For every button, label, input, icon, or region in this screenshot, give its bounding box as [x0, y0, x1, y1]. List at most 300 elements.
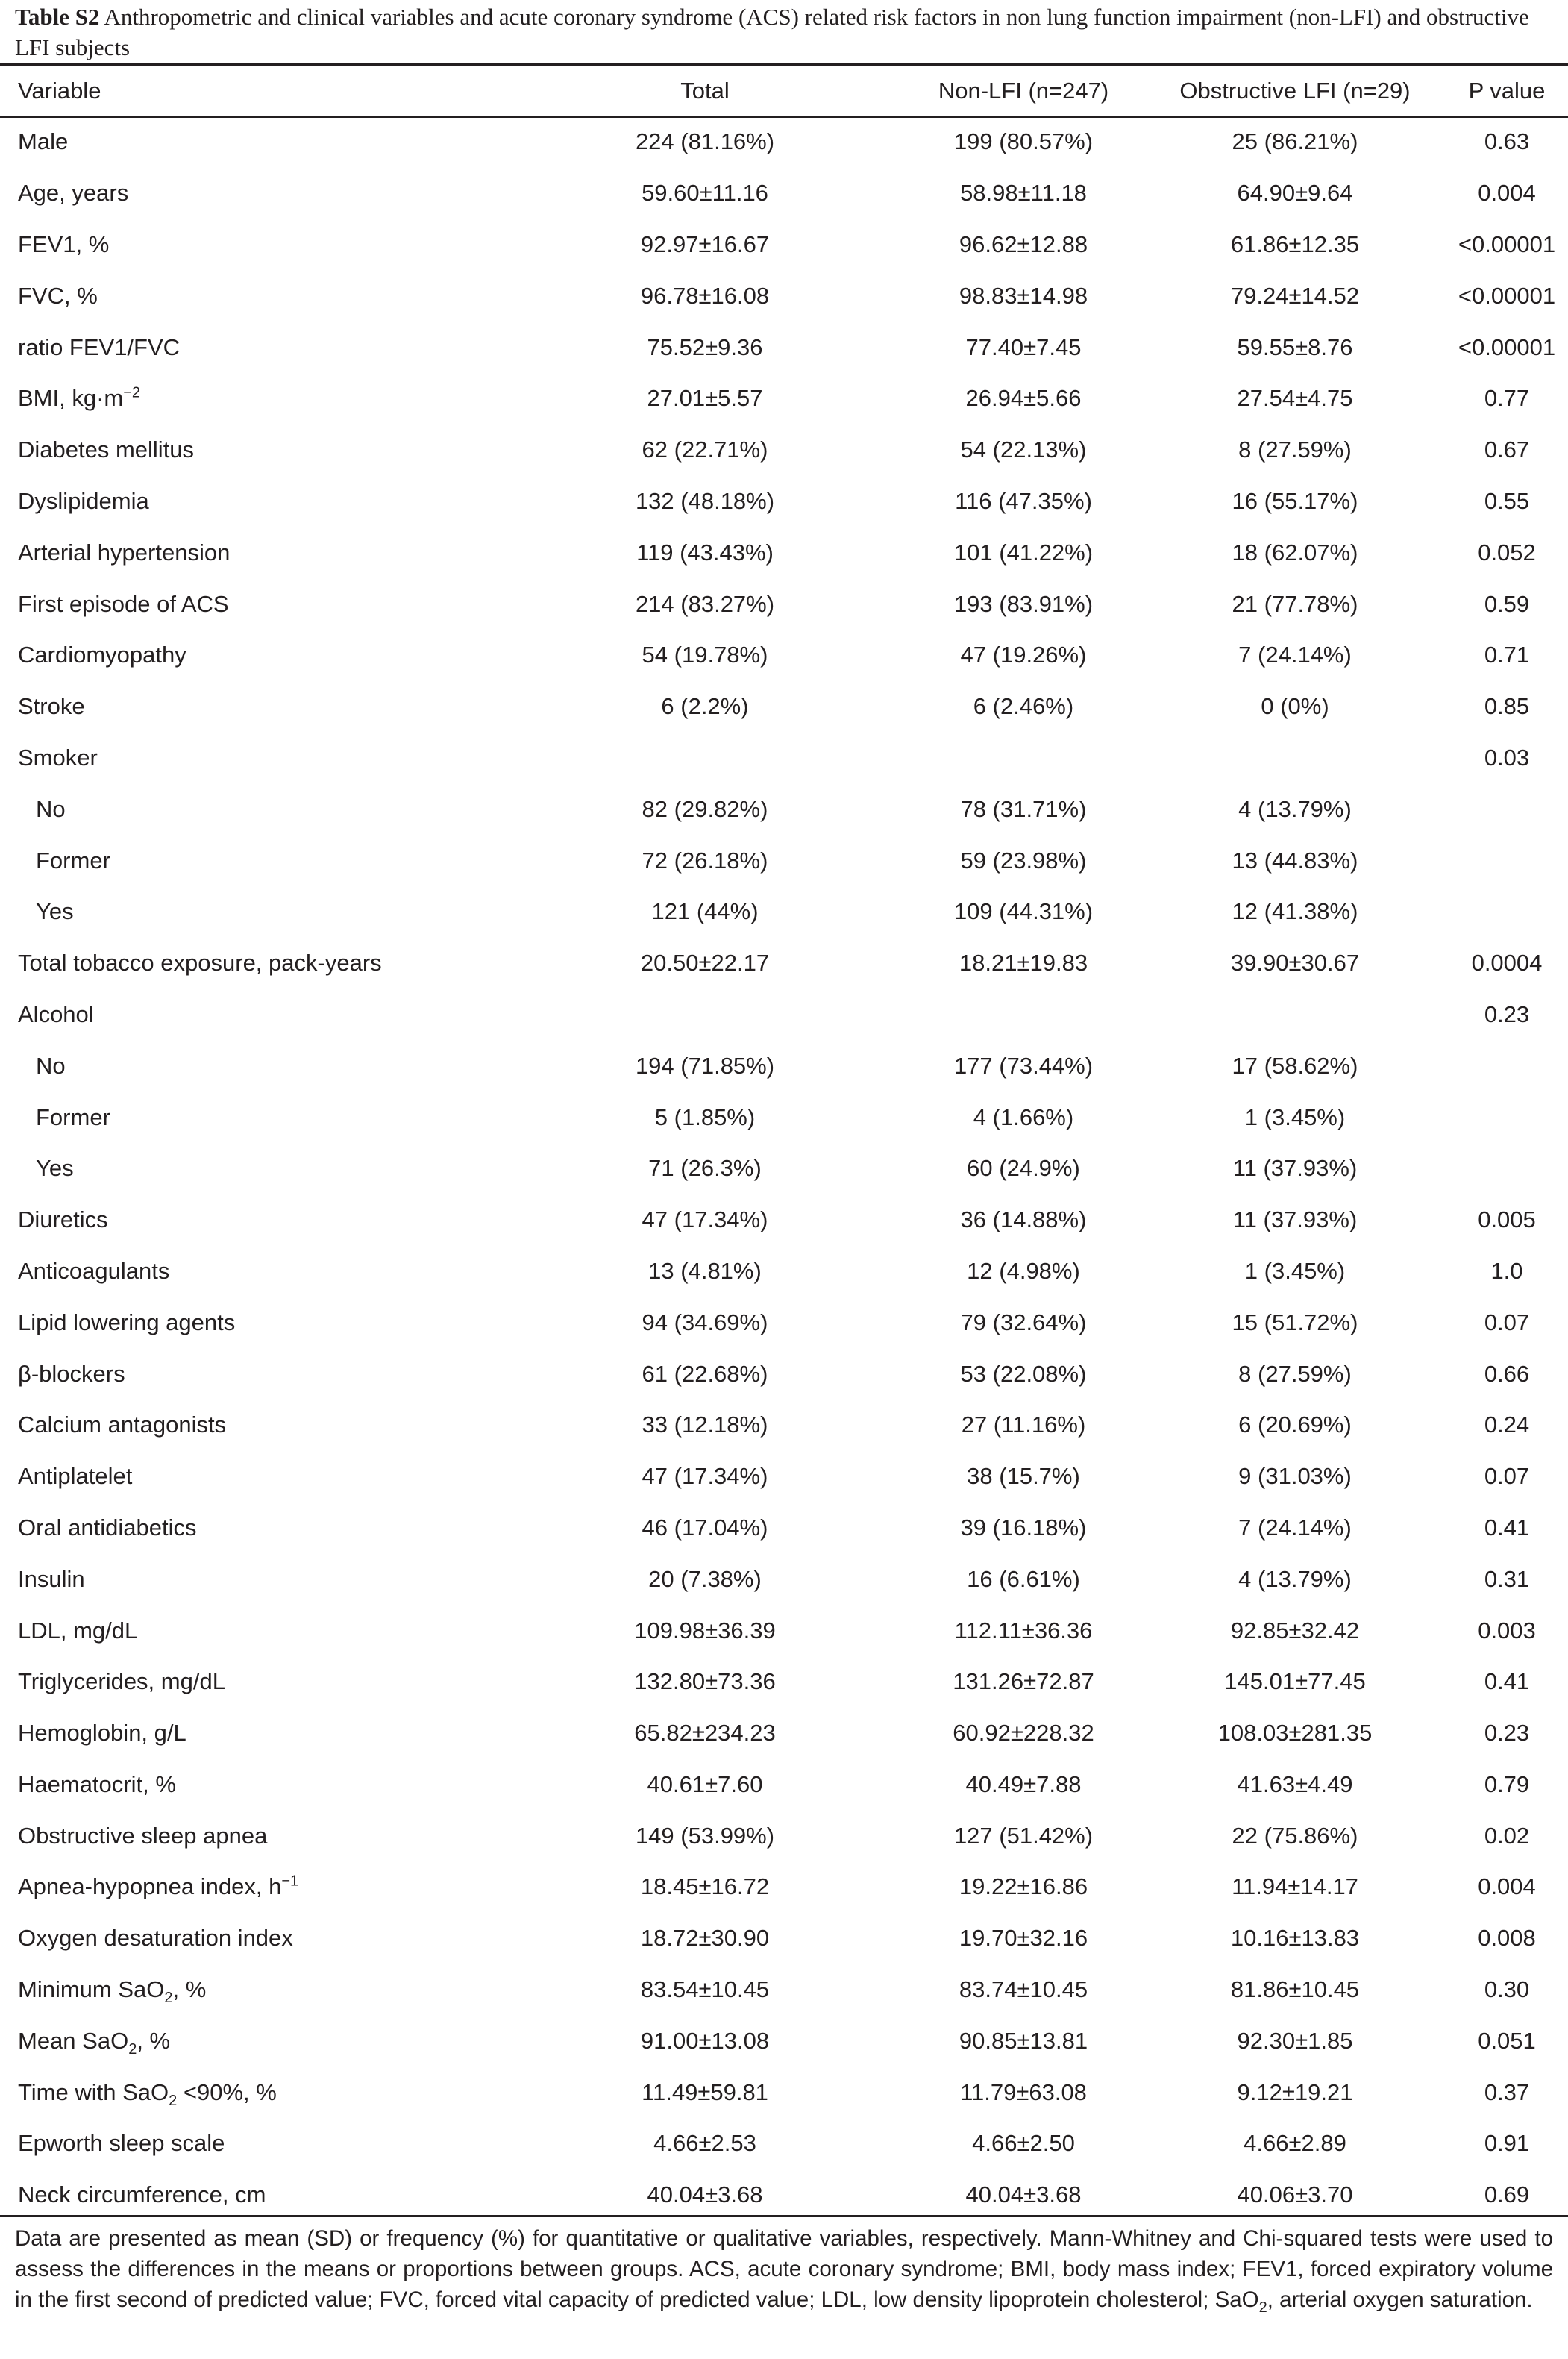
- cell-total: 132.80±73.36: [634, 1668, 776, 1695]
- table-row: [0, 2067, 1568, 2118]
- cell-total: 92.97±16.67: [640, 231, 770, 257]
- cell-p-value: 0.63: [1484, 128, 1530, 155]
- table-caption: [15, 1, 1559, 63]
- cell-obstructive-lfi: 16 (55.17%): [1232, 487, 1358, 514]
- cell-variable: [0, 425, 418, 476]
- table-row: [0, 1553, 1568, 1605]
- cell-p-value: 0.41: [1484, 1514, 1530, 1541]
- cell-obstructive-lfi: 81.86±10.45: [1230, 1976, 1360, 2003]
- variable-pre: Minimum SaO: [18, 1976, 165, 2003]
- cell-p-value: 0.0004: [1471, 950, 1543, 977]
- cell-obstructive-lfi: 0 (0%): [1261, 693, 1329, 720]
- variable-pre: Anticoagulants: [18, 1257, 170, 1284]
- cell-non-lfi: 78 (31.71%): [960, 795, 1087, 822]
- cell-total: 132 (48.18%): [635, 487, 775, 514]
- variable-pre: Haematocrit, %: [18, 1770, 176, 1797]
- cell-variable: [0, 527, 418, 578]
- cell-obstructive-lfi: 22 (75.86%): [1232, 1822, 1358, 1849]
- column-header-total: Total: [680, 78, 730, 104]
- cell-non-lfi: 38 (15.7%): [967, 1463, 1080, 1490]
- cell-obstructive-lfi: 1 (3.45%): [1244, 1103, 1346, 1130]
- cell-variable: [0, 681, 418, 733]
- cell-p-value: 1.0: [1490, 1257, 1523, 1284]
- cell-variable: [0, 1348, 418, 1400]
- cell-obstructive-lfi: 11.94±14.17: [1232, 1873, 1358, 1900]
- table-row: [0, 1297, 1568, 1348]
- cell-variable: [0, 1400, 418, 1451]
- cell-total: 13 (4.81%): [648, 1257, 762, 1284]
- cell-p-value: 0.59: [1484, 590, 1530, 617]
- cell-obstructive-lfi: 8 (27.59%): [1238, 1360, 1352, 1387]
- cell-non-lfi: 39 (16.18%): [960, 1514, 1087, 1541]
- variable-pre: No: [36, 1052, 66, 1079]
- cell-total: 20.50±22.17: [640, 950, 770, 977]
- cell-non-lfi: 199 (80.57%): [953, 128, 1094, 155]
- cell-p-value: 0.79: [1484, 1770, 1530, 1797]
- variable-pre: Former: [36, 847, 110, 874]
- cell-p-value: 0.69: [1484, 2181, 1530, 2208]
- cell-total: 47 (17.34%): [642, 1206, 768, 1233]
- cell-obstructive-lfi: 12 (41.38%): [1232, 898, 1358, 925]
- cell-non-lfi: 11.79±63.08: [960, 2078, 1087, 2105]
- cell-p-value: [1446, 1040, 1568, 1091]
- cell-total: 40.61±7.60: [647, 1770, 763, 1797]
- cell-obstructive-lfi: 92.85±32.42: [1230, 1617, 1360, 1644]
- cell-p-value: 0.07: [1484, 1463, 1530, 1490]
- table-row: [0, 1708, 1568, 1759]
- cell-total: [418, 733, 903, 784]
- variable-pre: Cardiomyopathy: [18, 642, 186, 668]
- cell-p-value: [1446, 835, 1568, 886]
- cell-total: 33 (12.18%): [642, 1412, 768, 1438]
- cell-obstructive-lfi: 108.03±281.35: [1217, 1720, 1373, 1746]
- cell-variable: [0, 938, 418, 989]
- cell-obstructive-lfi: 41.63±4.49: [1237, 1770, 1353, 1797]
- cell-variable: [0, 476, 418, 527]
- table-row: [0, 476, 1568, 527]
- cell-obstructive-lfi: 59.55±8.76: [1237, 333, 1353, 360]
- table-row: [0, 938, 1568, 989]
- variable-pre: Epworth sleep scale: [18, 2130, 225, 2157]
- cell-variable: [0, 1246, 418, 1297]
- cell-non-lfi: 79 (32.64%): [960, 1309, 1087, 1335]
- variable-pre: FVC, %: [18, 282, 98, 309]
- cell-obstructive-lfi: 61.86±12.35: [1230, 231, 1360, 257]
- table-row: [0, 1143, 1568, 1194]
- cell-total: 62 (22.71%): [642, 436, 768, 463]
- footnote-text-end: , arterial oxygen saturation.: [1267, 2287, 1533, 2312]
- variable-pre: Diabetes mellitus: [18, 436, 195, 463]
- cell-p-value: 0.71: [1484, 642, 1530, 668]
- cell-variable: [0, 1913, 418, 1964]
- cell-obstructive-lfi: 9.12±19.21: [1237, 2078, 1353, 2105]
- table-row: [0, 1503, 1568, 1554]
- cell-total: 6 (2.2%): [661, 693, 749, 720]
- cell-variable: [0, 886, 418, 938]
- cell-obstructive-lfi: 17 (58.62%): [1232, 1052, 1358, 1079]
- variable-sub: 2: [128, 2041, 137, 2058]
- cell-variable: [0, 219, 418, 271]
- footnote-text: Data are presented as mean (SD) or frequency (%) for quantitative or qualitative variables, respectively. Mann-Whitney and Chi-squared tests were used to assess the differences in the means or proportions between groups. ACS, acute coronary syndrome; BMI, body mass index; FEV1, forced expiratory volume in the first second of predicted value; FVC, forced vital capacity of predicted value; LDL, low density lipoprotein cholesterol; SaO: [15, 2226, 1553, 2312]
- table-row: [0, 630, 1568, 681]
- cell-non-lfi: 18.21±19.83: [959, 950, 1088, 977]
- variable-post: , %: [137, 2027, 171, 2054]
- table-row: [0, 116, 1568, 168]
- variable-pre: Obstructive sleep apnea: [18, 1822, 268, 1849]
- table-footnote: [15, 2223, 1553, 2315]
- cell-total: 94 (34.69%): [642, 1309, 768, 1335]
- cell-total: 214 (83.27%): [635, 590, 775, 617]
- cell-p-value: 0.07: [1484, 1309, 1530, 1335]
- cell-obstructive-lfi: 25 (86.21%): [1232, 128, 1358, 155]
- cell-non-lfi: 53 (22.08%): [960, 1360, 1087, 1387]
- cell-non-lfi: 131.26±72.87: [953, 1668, 1094, 1695]
- variable-pre: BMI, kg·m: [18, 385, 124, 412]
- cell-variable: [0, 322, 418, 373]
- variable-pre: First episode of ACS: [18, 590, 229, 617]
- cell-variable: [0, 1194, 418, 1246]
- cell-p-value: 0.003: [1478, 1617, 1536, 1644]
- cell-total: 194 (71.85%): [635, 1052, 775, 1079]
- cell-variable: [0, 1503, 418, 1554]
- cell-variable: [0, 1861, 418, 1913]
- cell-non-lfi: 177 (73.44%): [953, 1052, 1094, 1079]
- cell-non-lfi: 112.11±36.36: [954, 1617, 1093, 1644]
- header-row: [0, 66, 1568, 116]
- cell-obstructive-lfi: 4 (13.79%): [1238, 795, 1352, 822]
- cell-total: 91.00±13.08: [640, 2027, 770, 2054]
- table-row: [0, 1913, 1568, 1964]
- cell-non-lfi: 96.62±12.88: [959, 231, 1088, 257]
- cell-non-lfi: 193 (83.91%): [953, 590, 1094, 617]
- table-row: [0, 989, 1568, 1041]
- caption-text: Anthropometric and clinical variables and acute coronary syndrome (ACS) related risk factors in non lung function impairment (non-LFI) and obstructive LFI subjects: [15, 4, 1529, 60]
- table-row: [0, 219, 1568, 271]
- table-row: [0, 2170, 1568, 2221]
- table-row: [0, 527, 1568, 578]
- table-row: [0, 578, 1568, 630]
- cell-total: 121 (44%): [651, 898, 759, 925]
- cell-non-lfi: 83.74±10.45: [959, 1976, 1088, 2003]
- cell-variable: [0, 270, 418, 322]
- variable-pre: Yes: [36, 898, 74, 925]
- cell-non-lfi: [903, 989, 1144, 1041]
- cell-non-lfi: 116 (47.35%): [955, 487, 1092, 514]
- cell-obstructive-lfi: 64.90±9.64: [1237, 180, 1353, 207]
- cell-non-lfi: 77.40±7.45: [965, 333, 1082, 360]
- variable-pre: β-blockers: [18, 1360, 125, 1387]
- variable-pre: Total tobacco exposure, pack-years: [18, 950, 382, 977]
- table-row: [0, 1810, 1568, 1861]
- variable-pre: Stroke: [18, 693, 85, 720]
- cell-p-value: [1446, 1143, 1568, 1194]
- cell-p-value: 0.24: [1484, 1412, 1530, 1438]
- cell-variable: [0, 168, 418, 219]
- cell-obstructive-lfi: 39.90±30.67: [1230, 950, 1360, 977]
- variable-pre: Insulin: [18, 1565, 85, 1592]
- table-row: [0, 1451, 1568, 1503]
- table-row: [0, 2118, 1568, 2170]
- cell-total: 47 (17.34%): [642, 1463, 768, 1490]
- variable-pre: LDL, mg/dL: [18, 1617, 138, 1644]
- variable-pre: Oxygen desaturation index: [18, 1925, 293, 1952]
- data-table: [0, 66, 1568, 2221]
- table-row: [0, 1091, 1568, 1143]
- variable-pre: Dyslipidemia: [18, 487, 149, 514]
- cell-total: 20 (7.38%): [648, 1565, 762, 1592]
- table-row: [0, 2015, 1568, 2067]
- cell-non-lfi: 36 (14.88%): [960, 1206, 1087, 1233]
- cell-obstructive-lfi: 145.01±77.45: [1224, 1668, 1366, 1695]
- cell-obstructive-lfi: [1144, 989, 1446, 1041]
- cell-total: 119 (43.43%): [636, 539, 774, 566]
- table-row: [0, 1861, 1568, 1913]
- cell-non-lfi: 109 (44.31%): [953, 898, 1094, 925]
- cell-non-lfi: 27 (11.16%): [961, 1412, 1086, 1438]
- variable-pre: Neck circumference, cm: [18, 2181, 266, 2208]
- variable-post: <90%, %: [177, 2078, 277, 2105]
- cell-variable: [0, 2170, 418, 2221]
- cell-p-value: [1446, 783, 1568, 835]
- variable-pre: Mean SaO: [18, 2027, 129, 2054]
- cell-variable: [0, 1553, 418, 1605]
- cell-variable: [0, 1656, 418, 1708]
- table-row: [0, 1194, 1568, 1246]
- variable-pre: Apnea-hypopnea index, h: [18, 1873, 282, 1900]
- cell-p-value: 0.03: [1484, 744, 1530, 771]
- cell-variable: [0, 835, 418, 886]
- cell-obstructive-lfi: 27.54±4.75: [1237, 385, 1353, 412]
- table-row: [0, 1759, 1568, 1811]
- cell-p-value: <0.00001: [1458, 231, 1556, 257]
- variable-pre: Calcium antagonists: [18, 1412, 227, 1438]
- cell-total: 46 (17.04%): [642, 1514, 768, 1541]
- cell-non-lfi: 12 (4.98%): [967, 1257, 1080, 1284]
- cell-p-value: 0.30: [1484, 1976, 1530, 2003]
- cell-p-value: 0.051: [1478, 2027, 1536, 2054]
- cell-p-value: <0.00001: [1458, 333, 1556, 360]
- cell-variable: [0, 1759, 418, 1811]
- cell-total: 75.52±9.36: [647, 333, 763, 360]
- table-label: Table S2: [15, 4, 100, 30]
- cell-non-lfi: 59 (23.98%): [960, 847, 1087, 874]
- cell-non-lfi: 90.85±13.81: [959, 2027, 1088, 2054]
- variable-pre: Age, years: [18, 180, 129, 207]
- cell-variable: [0, 733, 418, 784]
- cell-variable: [0, 1964, 418, 2016]
- cell-p-value: 0.67: [1484, 436, 1530, 463]
- cell-non-lfi: 60 (24.9%): [967, 1155, 1080, 1182]
- cell-p-value: 0.37: [1484, 2078, 1530, 2105]
- variable-pre: Antiplatelet: [18, 1463, 133, 1490]
- cell-total: 72 (26.18%): [642, 847, 768, 874]
- cell-p-value: 0.004: [1478, 1873, 1536, 1900]
- variable-pre: Time with SaO: [18, 2078, 169, 2105]
- cell-non-lfi: 4.66±2.50: [972, 2130, 1075, 2157]
- cell-p-value: 0.91: [1484, 2130, 1530, 2157]
- cell-variable: [0, 1091, 418, 1143]
- cell-total: 40.04±3.68: [647, 2181, 763, 2208]
- cell-variable: [0, 1810, 418, 1861]
- cell-obstructive-lfi: 7 (24.14%): [1238, 642, 1352, 668]
- cell-non-lfi: 47 (19.26%): [960, 642, 1087, 668]
- cell-p-value: 0.23: [1484, 1720, 1530, 1746]
- table-row: [0, 1400, 1568, 1451]
- cell-p-value: 0.008: [1478, 1925, 1536, 1952]
- cell-total: 61 (22.68%): [642, 1360, 768, 1387]
- table-row: [0, 373, 1568, 425]
- cell-variable: [0, 2067, 418, 2118]
- cell-total: 71 (26.3%): [648, 1155, 762, 1182]
- cell-non-lfi: 101 (41.22%): [953, 539, 1094, 566]
- variable-pre: Hemoglobin, g/L: [18, 1720, 186, 1746]
- table-row: [0, 886, 1568, 938]
- cell-variable: [0, 1451, 418, 1503]
- cell-p-value: 0.004: [1478, 180, 1536, 207]
- cell-variable: [0, 373, 418, 425]
- variable-pre: Arterial hypertension: [18, 539, 231, 566]
- table-row: [0, 1040, 1568, 1091]
- table-row: [0, 425, 1568, 476]
- cell-obstructive-lfi: 40.06±3.70: [1237, 2181, 1353, 2208]
- table-header: [0, 66, 1568, 116]
- bottom-rule: [0, 2215, 1568, 2217]
- cell-obstructive-lfi: 8 (27.59%): [1238, 436, 1352, 463]
- cell-total: 5 (1.85%): [654, 1103, 756, 1130]
- cell-non-lfi: 4 (1.66%): [973, 1103, 1074, 1130]
- cell-p-value: 0.02: [1484, 1822, 1530, 1849]
- variable-pre: Yes: [36, 1155, 74, 1182]
- variable-sub: 2: [164, 1990, 173, 2007]
- cell-non-lfi: 26.94±5.66: [965, 385, 1082, 412]
- variable-pre: Former: [36, 1103, 110, 1130]
- variable-pre: Triglycerides, mg/dL: [18, 1668, 225, 1695]
- cell-total: 54 (19.78%): [642, 642, 768, 668]
- cell-total: 82 (29.82%): [642, 795, 768, 822]
- variable-pre: Lipid lowering agents: [18, 1309, 236, 1335]
- cell-total: 18.45±16.72: [640, 1873, 770, 1900]
- cell-non-lfi: 127 (51.42%): [953, 1822, 1094, 1849]
- table-row: [0, 322, 1568, 373]
- cell-p-value: 0.77: [1484, 385, 1530, 412]
- cell-obstructive-lfi: 15 (51.72%): [1232, 1309, 1358, 1335]
- cell-p-value: 0.005: [1478, 1206, 1536, 1233]
- cell-p-value: <0.00001: [1458, 282, 1556, 309]
- table-row: [0, 1656, 1568, 1708]
- cell-p-value: 0.85: [1484, 693, 1530, 720]
- cell-obstructive-lfi: 13 (44.83%): [1232, 847, 1358, 874]
- variable-pre: Diuretics: [18, 1206, 108, 1233]
- variable-sub: 2: [169, 2092, 178, 2109]
- cell-total: 96.78±16.08: [640, 282, 770, 309]
- variable-pre: ratio FEV1/FVC: [18, 333, 181, 360]
- cell-obstructive-lfi: 4.66±2.89: [1244, 2130, 1346, 2157]
- cell-obstructive-lfi: 7 (24.14%): [1238, 1514, 1352, 1541]
- cell-obstructive-lfi: 79.24±14.52: [1230, 282, 1360, 309]
- table-row: [0, 270, 1568, 322]
- footnote-subscript: 2: [1258, 2299, 1267, 2316]
- cell-non-lfi: 19.70±32.16: [959, 1925, 1088, 1952]
- variable-post: , %: [172, 1976, 207, 2003]
- cell-total: 224 (81.16%): [635, 128, 775, 155]
- cell-p-value: 0.052: [1478, 539, 1536, 566]
- cell-total: [418, 989, 903, 1041]
- cell-variable: [0, 578, 418, 630]
- variable-pre: Alcohol: [18, 1000, 94, 1027]
- variable-pre: Male: [18, 128, 69, 155]
- cell-non-lfi: 40.49±7.88: [965, 1770, 1082, 1797]
- cell-non-lfi: 60.92±228.32: [953, 1720, 1094, 1746]
- cell-total: 18.72±30.90: [640, 1925, 770, 1952]
- cell-obstructive-lfi: 10.16±13.83: [1230, 1925, 1360, 1952]
- table-row: [0, 733, 1568, 784]
- table-body: [0, 116, 1568, 2221]
- cell-total: 109.98±36.39: [634, 1617, 776, 1644]
- cell-variable: [0, 2118, 418, 2170]
- column-header-obstructive-lfi: Obstructive LFI (n=29): [1179, 78, 1411, 104]
- column-header-p-value: P value: [1468, 78, 1546, 104]
- cell-p-value: [1446, 1091, 1568, 1143]
- column-header-non-lfi: Non-LFI (n=247): [938, 78, 1109, 104]
- cell-obstructive-lfi: 6 (20.69%): [1238, 1412, 1352, 1438]
- variable-sup: −1: [281, 1873, 299, 1890]
- cell-variable: [0, 1040, 418, 1091]
- cell-variable: [0, 2015, 418, 2067]
- cell-obstructive-lfi: 4 (13.79%): [1238, 1565, 1352, 1592]
- cell-p-value: 0.23: [1484, 1000, 1530, 1027]
- table-row: [0, 1246, 1568, 1297]
- cell-obstructive-lfi: 21 (77.78%): [1232, 590, 1358, 617]
- table-row: [0, 1605, 1568, 1656]
- cell-total: 83.54±10.45: [640, 1976, 770, 2003]
- cell-obstructive-lfi: 18 (62.07%): [1232, 539, 1358, 566]
- column-header-variable: Variable: [18, 78, 101, 104]
- cell-non-lfi: 54 (22.13%): [960, 436, 1087, 463]
- cell-obstructive-lfi: 92.30±1.85: [1237, 2027, 1353, 2054]
- cell-p-value: 0.66: [1484, 1360, 1530, 1387]
- cell-obstructive-lfi: 9 (31.03%): [1238, 1463, 1352, 1490]
- cell-obstructive-lfi: 11 (37.93%): [1232, 1155, 1358, 1182]
- cell-non-lfi: [903, 733, 1144, 784]
- cell-variable: [0, 1605, 418, 1656]
- cell-non-lfi: 58.98±11.18: [960, 180, 1087, 207]
- cell-non-lfi: 16 (6.61%): [967, 1565, 1080, 1592]
- cell-p-value: 0.31: [1484, 1565, 1530, 1592]
- cell-non-lfi: 19.22±16.86: [959, 1873, 1088, 1900]
- variable-pre: FEV1, %: [18, 231, 110, 257]
- cell-total: 11.49±59.81: [642, 2078, 768, 2105]
- variable-pre: Oral antidiabetics: [18, 1514, 197, 1541]
- table-row: [0, 1964, 1568, 2016]
- table-row: [0, 835, 1568, 886]
- cell-p-value: 0.41: [1484, 1668, 1530, 1695]
- variable-sup: −2: [123, 385, 141, 402]
- cell-total: 4.66±2.53: [653, 2130, 756, 2157]
- table-row: [0, 1348, 1568, 1400]
- variable-pre: Smoker: [18, 744, 98, 771]
- cell-variable: [0, 630, 418, 681]
- cell-total: 27.01±5.57: [647, 385, 763, 412]
- cell-variable: [0, 783, 418, 835]
- cell-variable: [0, 989, 418, 1041]
- cell-non-lfi: 6 (2.46%): [973, 693, 1074, 720]
- cell-obstructive-lfi: 1 (3.45%): [1244, 1257, 1346, 1284]
- variable-pre: No: [36, 795, 66, 822]
- table-row: [0, 681, 1568, 733]
- cell-obstructive-lfi: 11 (37.93%): [1232, 1206, 1358, 1233]
- cell-non-lfi: 98.83±14.98: [959, 282, 1088, 309]
- cell-variable: [0, 116, 418, 168]
